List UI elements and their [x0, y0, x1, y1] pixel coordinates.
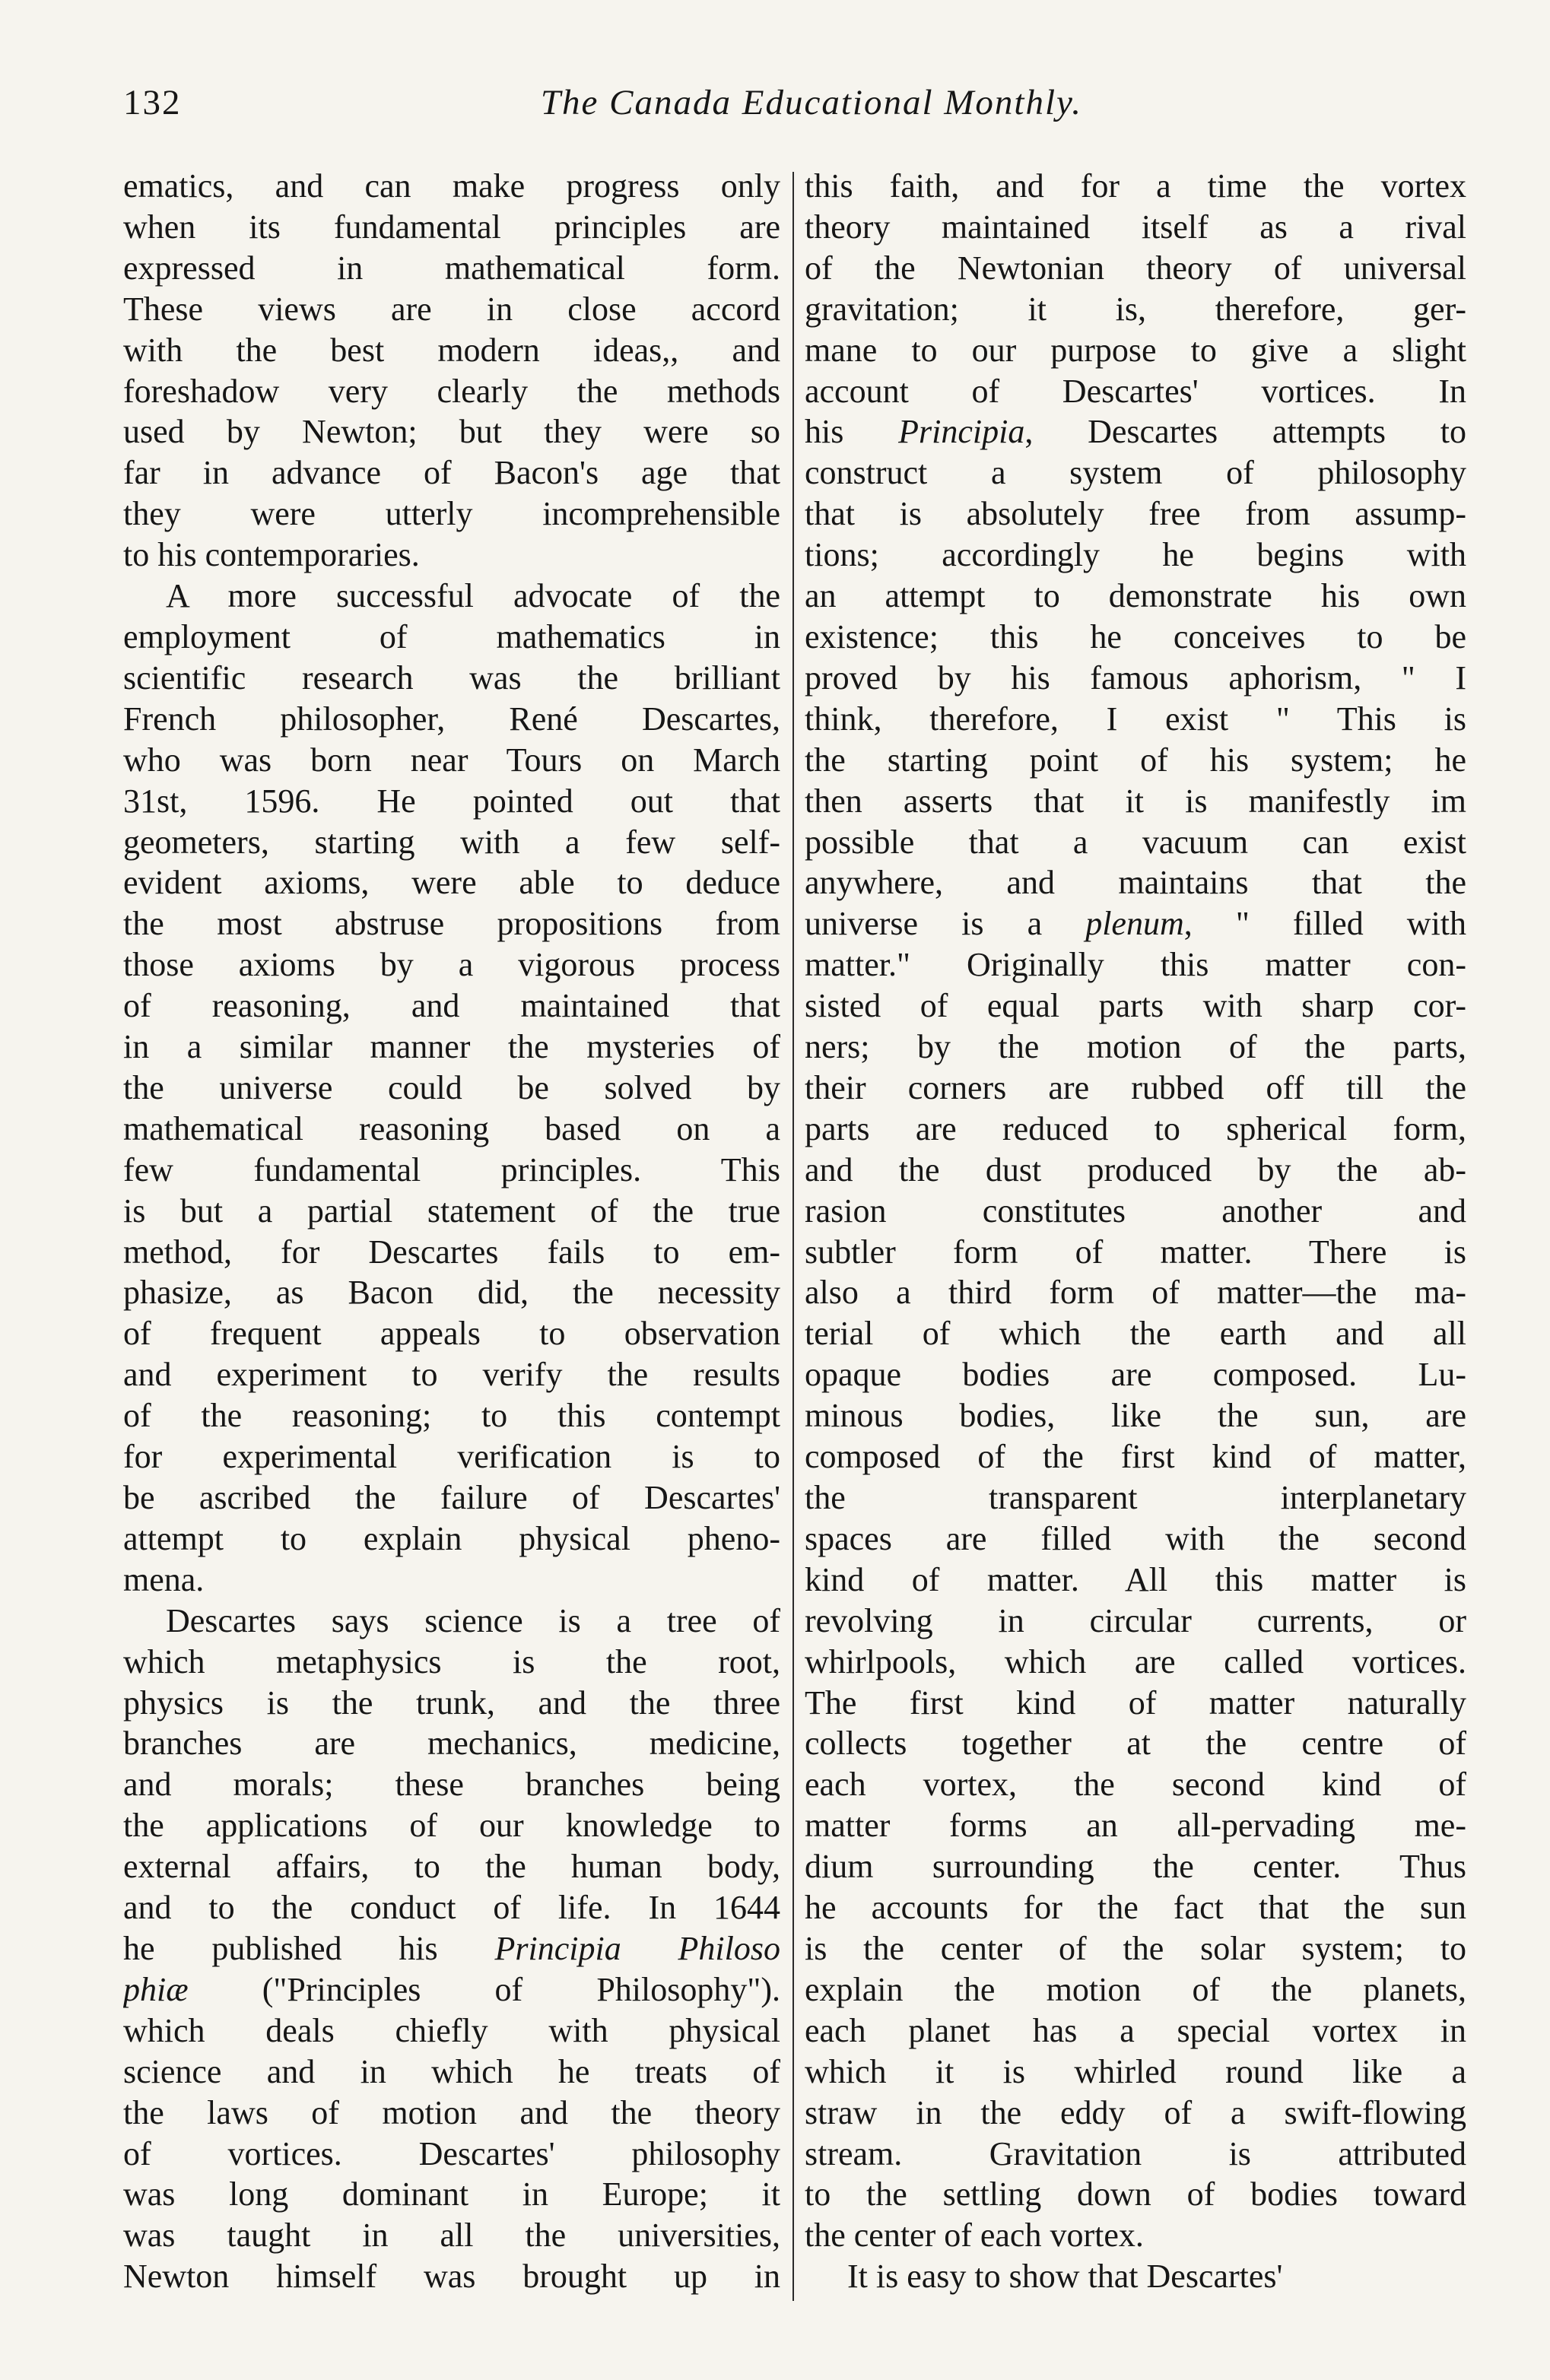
- text-line: and experiment to verify the results: [123, 1356, 780, 1394]
- text-line: this faith, and for a time the vortex: [805, 167, 1466, 205]
- text-line: few fundamental principles. This: [123, 1150, 780, 1188]
- text-line: ners; by the motion of the parts,: [805, 1028, 1466, 1066]
- text-line: each vortex, the second kind of: [805, 1766, 1466, 1804]
- text-line: employment of mathematics in: [123, 617, 780, 655]
- text-line: with the best modern ideas,, and: [123, 331, 780, 369]
- text-line: the starting point of his system; he: [805, 741, 1466, 779]
- text-line: and morals; these branches being: [123, 1766, 780, 1804]
- text-line: Descartes says science is a tree of: [166, 1601, 780, 1639]
- text-line: dium surrounding the center. Thus: [805, 1848, 1466, 1886]
- text-line: straw in the eddy of a swift-flowing: [805, 2093, 1466, 2131]
- text-line: collects together at the centre of: [805, 1725, 1466, 1763]
- text-line: of reasoning, and maintained that: [123, 987, 780, 1025]
- text-line: matter forms an all-pervading me-: [805, 1807, 1466, 1845]
- text-line-with-title: [123, 1969, 780, 2010]
- text-line: sisted of equal parts with sharp cor-: [805, 987, 1466, 1025]
- text-line: anywhere, and maintains that the: [805, 864, 1466, 902]
- text-line: A more successful advocate of the: [166, 577, 780, 615]
- text-line: each planet has a special vortex in: [805, 2011, 1466, 2049]
- text-line: of vortices. Descartes' philosophy: [123, 2134, 780, 2172]
- text-line: existence; this he conceives to be: [805, 617, 1466, 655]
- text-line: when its fundamental principles are: [123, 208, 780, 246]
- text-line: is but a partial statement of the true: [123, 1192, 780, 1230]
- text-line: French philosopher, René Descartes,: [123, 700, 780, 738]
- text-line: composed of the first kind of matter,: [805, 1438, 1466, 1476]
- text-line: 31st, 1596. He pointed out that: [123, 782, 780, 820]
- text-line: they were utterly incomprehensible: [123, 495, 780, 533]
- text-line: attempt to explain physical pheno-: [123, 1519, 780, 1557]
- page-number: 132: [123, 83, 182, 122]
- text-line: be ascribed the failure of Descartes': [123, 1479, 780, 1516]
- text-line: which metaphysics is the root,: [123, 1642, 780, 1680]
- text-line: the universe could be solved by: [123, 1068, 780, 1106]
- text-segment: he published his: [123, 1929, 438, 1967]
- text-line: expressed in mathematical form.: [123, 249, 780, 287]
- text-line: that is absolutely free from assump-: [805, 495, 1466, 533]
- text-line: of frequent appeals to observation: [123, 1315, 780, 1353]
- text-line: It is easy to show that Descartes': [847, 2258, 1283, 2296]
- text-segment: ("Principles of Philosophy").: [262, 1970, 780, 2008]
- text-line: is the center of the solar system; to: [805, 1929, 1466, 1967]
- text-segment: , " filled with: [1183, 905, 1466, 943]
- text-line: for experimental verification is to: [123, 1438, 780, 1476]
- text-line: to his contemporaries.: [123, 536, 420, 574]
- text-line: phasize, as Bacon did, the necessity: [123, 1274, 780, 1312]
- text-line: he accounts for the fact that the sun: [805, 1889, 1466, 1927]
- text-line: gravitation; it is, therefore, ger-: [805, 290, 1466, 328]
- text-line: used by Newton; but they were so: [123, 413, 780, 451]
- text-line: proved by his famous aphorism, " I: [805, 658, 1466, 697]
- text-line: ematics, and can make progress only: [123, 167, 780, 205]
- text-line: opaque bodies are composed. Lu-: [805, 1356, 1466, 1394]
- text-line: far in advance of Bacon's age that: [123, 454, 780, 492]
- text-line: mane to our purpose to give a slight: [805, 331, 1466, 369]
- column-divider: [792, 172, 794, 2301]
- text-line: parts are reduced to spherical form,: [805, 1109, 1466, 1147]
- text-line: to the settling down of bodies toward: [805, 2175, 1466, 2213]
- text-line: was taught in all the universities,: [123, 2217, 780, 2255]
- left-column: [123, 166, 780, 2297]
- text-line-with-term: [805, 903, 1466, 944]
- text-line: was long dominant in Europe; it: [123, 2175, 780, 2213]
- text-line: who was born near Tours on March: [123, 741, 780, 779]
- text-segment: , Descartes attempts to: [1024, 413, 1466, 451]
- text-line: and to the conduct of life. In 1644: [123, 1889, 780, 1927]
- text-line: minous bodies, like the sun, are: [805, 1397, 1466, 1435]
- text-line: physics is the trunk, and the three: [123, 1683, 780, 1722]
- book-title: phiæ: [123, 1970, 189, 2008]
- book-title: Principia Philoso: [494, 1929, 780, 1967]
- text-line: subtler form of matter. There is: [805, 1233, 1466, 1271]
- text-line: think, therefore, I exist " This is: [805, 700, 1466, 738]
- latin-term: plenum: [1085, 905, 1184, 943]
- text-line: which deals chiefly with physical: [123, 2011, 780, 2049]
- text-line: those axioms by a vigorous process: [123, 946, 780, 984]
- text-line: whirlpools, which are called vortices.: [805, 1642, 1466, 1680]
- text-line: tions; accordingly he begins with: [805, 536, 1466, 574]
- text-line: stream. Gravitation is attributed: [805, 2134, 1466, 2172]
- text-line: the most abstruse propositions from: [123, 905, 780, 943]
- page-header: [123, 76, 1469, 129]
- text-line: and the dust produced by the ab-: [805, 1150, 1466, 1188]
- text-line: revolving in circular currents, or: [805, 1601, 1466, 1639]
- text-line: external affairs, to the human body,: [123, 1848, 780, 1886]
- text-line-with-title: [805, 411, 1466, 452]
- text-line: their corners are rubbed off till the: [805, 1068, 1466, 1106]
- book-title: Principia: [898, 413, 1025, 451]
- text-line: theory maintained itself as a rival: [805, 208, 1466, 246]
- text-segment: his: [805, 413, 844, 451]
- text-line: kind of matter. All this matter is: [805, 1560, 1466, 1598]
- text-line: in a similar manner the mysteries of: [123, 1028, 780, 1066]
- text-line: possible that a vacuum can exist: [805, 823, 1466, 861]
- text-line: the applications of our knowledge to: [123, 1807, 780, 1845]
- text-line: of the reasoning; to this contempt: [123, 1397, 780, 1435]
- text-line: construct a system of philosophy: [805, 454, 1466, 492]
- text-line: branches are mechanics, medicine,: [123, 1725, 780, 1763]
- right-column: [805, 166, 1466, 2297]
- text-line: rasion constitutes another and: [805, 1192, 1466, 1230]
- text-line: then asserts that it is manifestly im: [805, 782, 1466, 820]
- text-segment: universe is a: [805, 905, 1043, 943]
- text-line: account of Descartes' vortices. In: [805, 372, 1466, 410]
- text-line: of the Newtonian theory of universal: [805, 249, 1466, 287]
- text-line: science and in which he treats of: [123, 2052, 780, 2090]
- text-line: foreshadow very clearly the methods: [123, 372, 780, 410]
- text-line: evident axioms, were able to deduce: [123, 864, 780, 902]
- text-line: method, for Descartes fails to em-: [123, 1233, 780, 1271]
- text-line: which it is whirled round like a: [805, 2052, 1466, 2090]
- running-title: The Canada Educational Monthly.: [540, 83, 1083, 122]
- text-line: mathematical reasoning based on a: [123, 1109, 780, 1147]
- text-line: an attempt to demonstrate his own: [805, 577, 1466, 615]
- text-line: spaces are filled with the second: [805, 1519, 1466, 1557]
- text-line: Newton himself was brought up in: [123, 2258, 780, 2296]
- text-line: the center of each vortex.: [805, 2217, 1144, 2255]
- text-line: These views are in close accord: [123, 290, 780, 328]
- text-line: the transparent interplanetary: [805, 1479, 1466, 1516]
- text-line: explain the motion of the planets,: [805, 1970, 1466, 2008]
- text-line-with-title: [123, 1928, 780, 1969]
- text-line: matter." Originally this matter con-: [805, 946, 1466, 984]
- text-line: mena.: [123, 1560, 205, 1598]
- text-line: scientific research was the brilliant: [123, 658, 780, 697]
- text-line: geometers, starting with a few self-: [123, 823, 780, 861]
- text-line: The first kind of matter naturally: [805, 1683, 1466, 1722]
- text-line: also a third form of matter—the ma-: [805, 1274, 1466, 1312]
- text-line: the laws of motion and the theory: [123, 2093, 780, 2131]
- text-line: terial of which the earth and all: [805, 1315, 1466, 1353]
